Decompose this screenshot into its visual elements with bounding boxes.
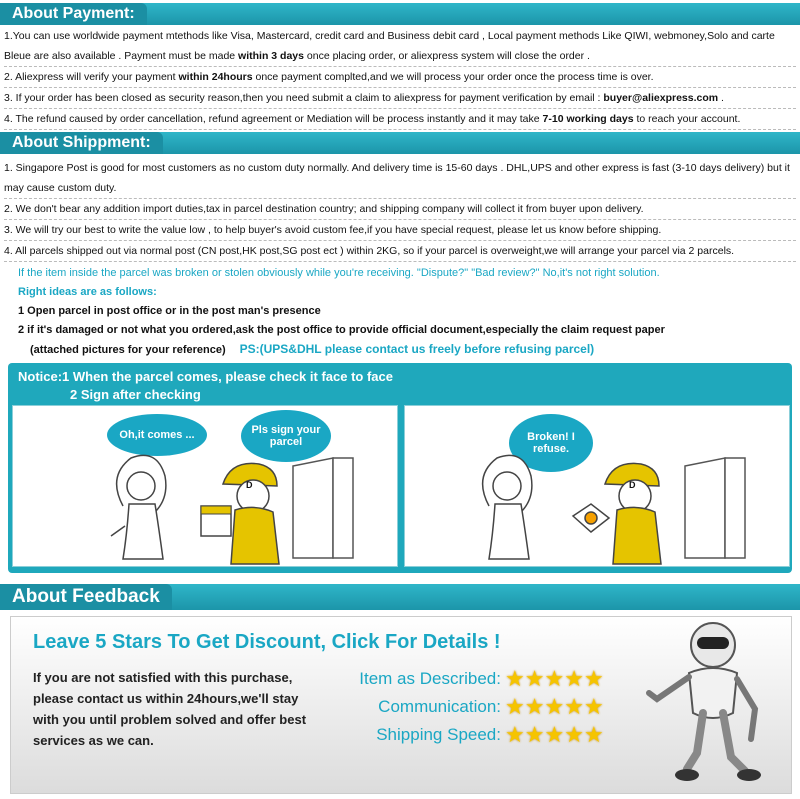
shipping-item-1: 1. Singapore Post is good for most customers as no custom duty normally. And delivery time is 15-60 days . DHL,UPS and other express is fast (3-10 days delivery) but it may cause custom duty. xyxy=(4,158,796,199)
damaged-parcel xyxy=(573,504,609,532)
star-icon: ★ xyxy=(544,693,565,719)
star-icon: ★ xyxy=(583,721,604,747)
payment-item-3: 3. If your order has been closed as security reason,then you need submit a claim to aliexpress for payment verification by email : buyer@aliexpress.com . xyxy=(4,88,796,109)
advice-line-4: 2 if it's damaged or not what you ordered,ask the post office to provide official document,especially the claim request paper xyxy=(18,324,665,336)
bubble-broken: Broken! I refuse. xyxy=(509,414,593,472)
payment-item-4: 4. The refund caused by order cancellation, refund agreement or Mediation will be process instantly and it may take 7-10 working days to reach your account. xyxy=(4,109,796,130)
scene-refuse xyxy=(404,405,790,567)
scene-refuse-illustration xyxy=(405,406,789,566)
ps-note: PS:(UPS&DHL please contact us freely before refusing parcel) xyxy=(239,342,595,356)
parcel-advice xyxy=(18,264,788,360)
shipping-item-3: 3. We will try our best to write the value low , to help buyer's avoid custom fee,if you have special request, please let us know before shipping. xyxy=(4,220,796,241)
star-icon: ★ xyxy=(564,693,584,719)
door xyxy=(293,458,353,558)
shipping-list xyxy=(4,158,796,262)
feedback-box xyxy=(10,616,792,794)
shipping-title: About Shippment: xyxy=(0,132,163,154)
advice-line-5: (attached pictures for your reference) PS:(UPS&DHL please contact us freely before refusing parcel) xyxy=(30,342,595,356)
door-2 xyxy=(685,458,745,558)
star-icon: ★ xyxy=(583,665,604,691)
advice-line-3: 1 Open parcel in post office or in the post man's presence xyxy=(18,305,321,317)
star-icon: ★ xyxy=(505,721,525,747)
star-icon: ★ xyxy=(505,693,525,719)
star-icon: ★ xyxy=(524,665,545,691)
star-icon: ★ xyxy=(524,693,545,719)
shipping-item-4: 4. All parcels shipped out via normal post (CN post,HK post,SG post ect ) within 2KG, so if your parcel is overweight,we will arrange your parcel via 2 parcels. xyxy=(4,241,796,262)
girl-figure-upset xyxy=(483,455,532,559)
feedback-title: About Feedback xyxy=(0,584,172,610)
notice-panel xyxy=(8,363,792,573)
star-icon: ★ xyxy=(544,665,565,691)
payment-list xyxy=(4,26,796,130)
star-icon: ★ xyxy=(505,665,525,691)
advice-line-2: Right ideas are as follows: xyxy=(18,286,157,298)
star-icon: ★ xyxy=(564,721,584,747)
stars-item-described xyxy=(505,665,604,691)
feedback-header xyxy=(0,584,800,610)
notice-text: Notice:1 When the parcel comes, please check it face to face 2 Sign after checking xyxy=(18,369,393,402)
payment-item-1: 1.You can use worldwide payment mtethods like Visa, Mastercard, credit card and Business debit card , Local payment methods Like QIWI, webmoney,Solo and carte Bleue are also available . Payment must be made within 3 days once placing order, or aliexpress system will close the order . xyxy=(4,26,796,67)
courier-figure-2 xyxy=(605,463,661,564)
star-icon: ★ xyxy=(544,721,565,747)
payment-header xyxy=(0,3,800,25)
rating-shipping-speed: Shipping Speed: ★★★★★ xyxy=(376,721,604,747)
cap-letter-2: D xyxy=(629,480,636,490)
payment-title: About Payment: xyxy=(0,3,147,25)
feedback-body: If you are not satisfied with this purchase, please contact us within 24hours,we'll stay with you until problem solved and offer best services as we can. xyxy=(33,670,307,748)
stars-communication xyxy=(505,693,604,719)
feedback-headline[interactable]: Leave 5 Stars To Get Discount, Click For Details ! xyxy=(33,631,501,653)
stars-shipping-speed xyxy=(505,721,604,747)
bubble-pls-sign: Pls sign your parcel xyxy=(241,410,331,462)
rating-communication: Communication: ★★★★★ xyxy=(378,693,604,719)
shipping-header xyxy=(0,132,800,154)
bubble-oh-it-comes: Oh,it comes ... xyxy=(107,414,207,456)
girl-figure xyxy=(111,455,166,559)
advice-line-1: If the item inside the parcel was broken or stolen obviously while you're receiving. "Dispute?" "Bad review?" No,it's not right solution. xyxy=(18,267,660,279)
rating-item-described: Item as Described: ★★★★★ xyxy=(359,665,604,691)
star-icon: ★ xyxy=(564,665,584,691)
shipping-item-2: 2. We don't bear any addition import duties,tax in parcel destination country; and shipping company will collect it from buyer upon delivery. xyxy=(4,199,796,220)
payment-item-2: 2. Aliexpress will verify your payment within 24hours once payment complted,and we will process your order once the process time is over. xyxy=(4,67,796,88)
star-icon: ★ xyxy=(524,721,545,747)
scene-accept xyxy=(12,405,398,567)
cap-letter: D xyxy=(246,480,253,490)
scene-accept-illustration xyxy=(13,406,397,566)
star-icon: ★ xyxy=(583,693,604,719)
ratings-list xyxy=(331,665,631,749)
robot-icon xyxy=(629,617,779,791)
